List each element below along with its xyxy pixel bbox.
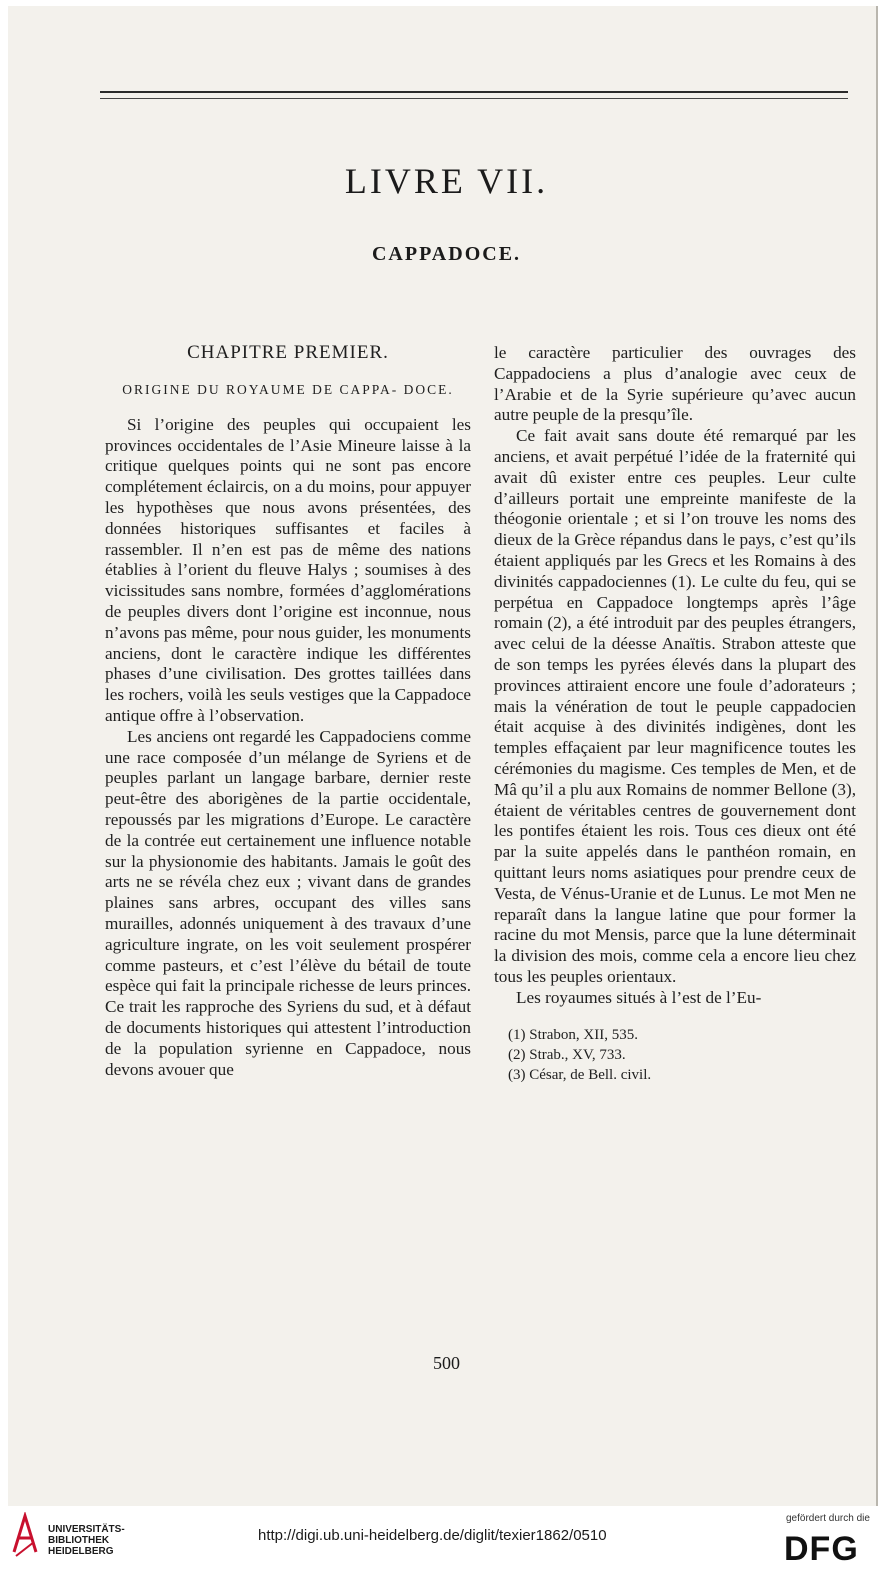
institution-name: UNIVERSITÄTS- BIBLIOTHEK HEIDELBERG (48, 1524, 125, 1557)
university-logo-icon (10, 1512, 40, 1558)
paragraph: Les anciens ont regardé les Cappadociens comme une race composée d’un mélange de Syriens et de peuples parlant un langage barbare, dernier reste peut-être des aborigènes de la partie occidentale, repoussés par les migrations d’Europe. Le caractère de la contrée eut certainement une influence notable sur la physionomie des habitants. Jamais le goût des arts ne se révéla chez eux ; vivant dans de grandes plaines sans arbres, occupant des villes sans murailles, adonnés uniquement à des travaux d’une agriculture ingrate, on les voit seulement prospérer comme pasteurs, et c’est l’élève du bétail de toute espèce qui fait la principale richesse de leurs princes. Ce trait les rapproche des Syriens du sud, et à défaut de documents historiques qui attestent l’introduction de la population syrienne en Cappadoce, nous devons avouer que (105, 726, 471, 1079)
header-rule-thin (100, 98, 848, 99)
paragraph: le caractère particulier des ouvrages des Cappadociens a plus d’analogie avec ceux de l’Arabie et de la Syrie supérieure qu’avec aucun autre peuple de la presqu’île. (494, 343, 856, 425)
left-column (105, 343, 471, 1080)
part-title: CAPPADOCE. (371, 243, 522, 265)
header-rule (100, 91, 848, 93)
chapter-heading: CHAPITRE PREMIER. (187, 342, 389, 363)
footnote: (2) Strab., XV, 733. (508, 1046, 626, 1063)
footnotes (494, 1025, 856, 1085)
dfg-logo: DFG (784, 1530, 859, 1568)
paragraph: Ce fait avait sans doute été remarqué par les anciens, et avait perpétué l’idée de la fraternité qui avait dû exister entre ces peuples. Leur culte d’ailleurs portait une empreinte manifeste de la théogonie orientale ; et si l’on trouve les noms des dieux de la Grèce répandus dans le pays, c’est qu’ils étaient appliqués par les Grecs et les Romains à des divinités cappadociennes (1). Le culte du feu, qui se perpétua en Cappadoce longtemps après l’âge romain (2), a été introduit par des peuples étrangers, avec celui de la déesse Anaïtis. Strabon atteste que de son temps les pyrées élevés dans la plupart des provinces attiraient encore une foule d’adorateurs ; mais la vénération de tout le peuple cappadocien était acquise à des divinités indigènes, dont les temples effaçaient par leur magnificence toutes les cérémonies du magisme. Ces temples de Men, et de Mâ qu’il a plu aux Romains de nommer Bellone (3), étaient de véritables centres de gouvernement dont les pontifes étaient les rois. Tous ces dieux ont été par la suite appelés dans le panthéon romain, en quittant leurs noms asiatiques pour prendre ceux de Vesta, de Vénus-Uranie et de Lunus. Le mot Men ne reparaît dans la langue latine que pour former la racine du mot Mensis, parce que la lune déterminait la division des mois, comme cela a encore lieu chez tous les peuples orientaux. (494, 426, 856, 986)
source-url-link[interactable]: http://digi.ub.uni-heidelberg.de/diglit/texier1862/0510 (258, 1527, 607, 1544)
right-column (494, 343, 856, 1085)
chapter-subtitle: ORIGINE DU ROYAUME DE CAPPA- DOCE. (122, 381, 454, 397)
paragraph: Si l’origine des peuples qui occupaient les provinces occidentales de l’Asie Mineure laisse à la critique quelques points qui ne sont pas encore complétement éclaircis, on a du moins, pour appuyer les hypothèses que nous avons présentées, des données historiques suffisantes et faciles à rassembler. Il n’en est pas de même des nations établies à l’orient du fleuve Halys ; soumises à des vicissitudes sans nombre, formées d’agglomérations de peuples divers dont l’origine est inconnue, nous n’avons pas même, pour nous guider, les monuments anciens, dont le caractère indique les différentes phases d’une civilisation. Des grottes taillées dans les rochers, voilà les seuls vestiges que la Cappadoce antique offre à l’observation. (105, 414, 471, 725)
footnote: (3) César, de Bell. civil. (508, 1066, 652, 1083)
sponsor-text: gefördert durch die (786, 1513, 870, 1524)
footnote: (1) Strabon, XII, 535. (508, 1026, 638, 1043)
page-number: 500 (433, 1353, 460, 1373)
footer-bar (0, 1506, 893, 1587)
book-title: LIVRE VII. (344, 161, 549, 201)
paragraph: Les royaumes situés à l’est de l’Eu- (516, 987, 762, 1007)
